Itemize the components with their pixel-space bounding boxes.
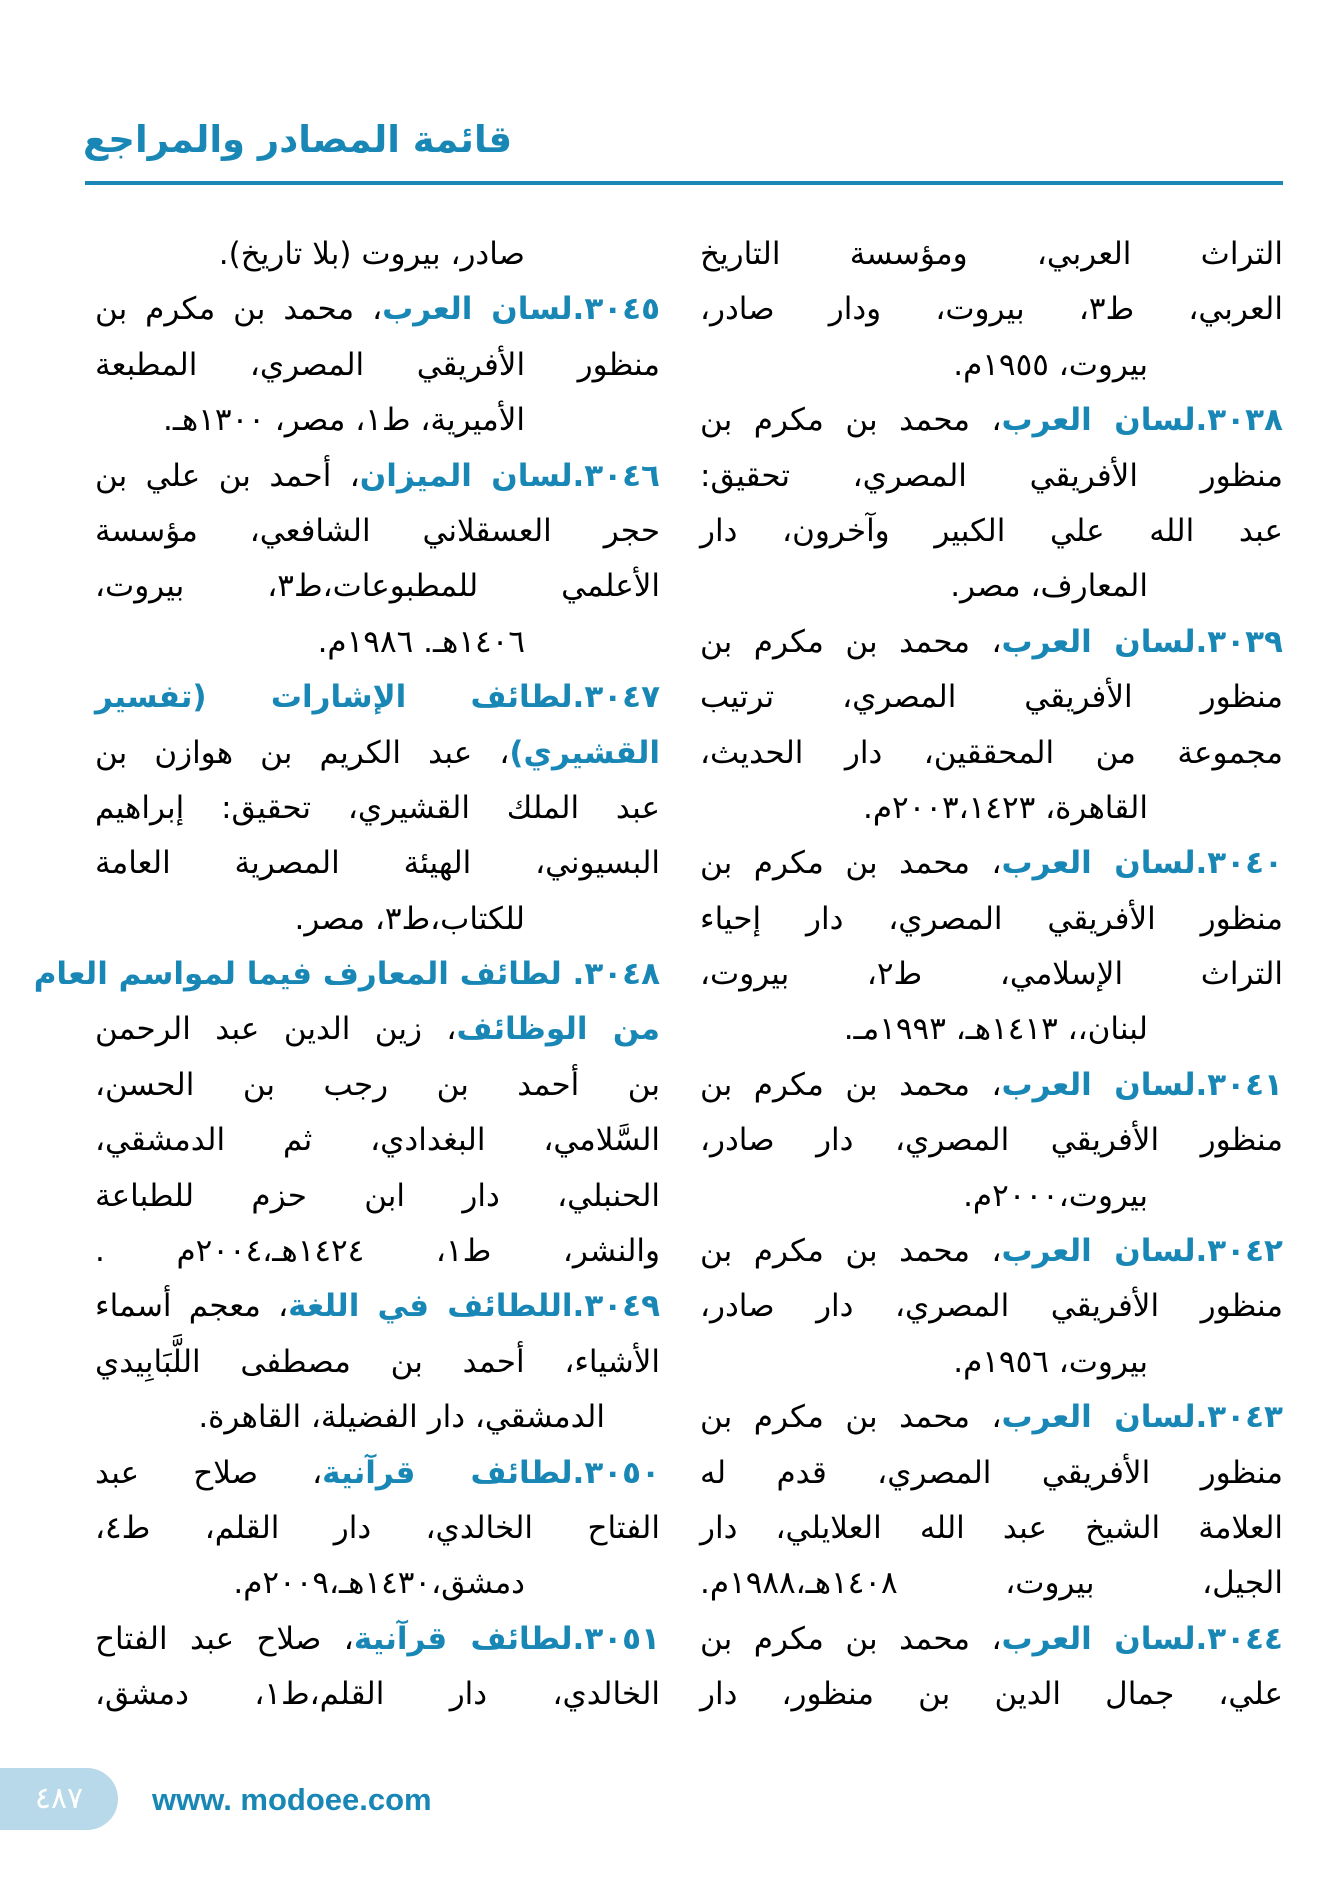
entry-text: الجيل، بيروت، ١٤٠٨هـ،١٩٨٨م. [700,1565,1283,1602]
entry-text: لبنان،، ١٤١٣هـ، ١٩٩٣مـ. [843,1011,1148,1048]
reference-line [95,1279,660,1334]
reference-line [700,338,1283,393]
entry-text: الأميرية، ط١، مصر، ١٣٠٠هـ. [162,402,525,439]
reference-line [700,781,1283,836]
reference-line [700,1501,1283,1556]
entry-text: منظور الأفريقي المصري، تحقيق: [700,457,1283,494]
entry-number-title: ٣٠٤٦.لسان الميزان [359,457,660,494]
reference-line [95,781,660,836]
entry-text: عبد الله علي الكبير وآخرون، دار [700,512,1283,549]
reference-line [95,1501,660,1556]
entry-text: منظور الأفريقي المصري، دار إحياء [700,900,1283,937]
reference-line [95,1002,660,1057]
entry-text: منظور الأفريقي المصري، المطبعة [95,346,660,383]
entry-number-title: ٣٠٣٨.لسان العرب [1001,402,1283,439]
entry-text: والنشر، ط١، ١٤٢٤هـ،٢٠٠٤م . [95,1233,660,1270]
entry-text: للكتاب،ط٣، مصر. [294,900,525,937]
reference-line [95,1446,660,1501]
reference-line [700,1556,1283,1611]
entry-text: منظور الأفريقي المصري، دار صادر، [700,1122,1283,1159]
page-number-badge [0,1768,118,1830]
entry-number-title: ٣٠٣٩.لسان العرب [1001,623,1283,660]
entry-text: البسيوني، الهيئة المصرية العامة [95,845,660,882]
entry-text: منظور الأفريقي المصري، قدم له [700,1454,1283,1491]
reference-line [95,670,660,725]
page-number: ٤٨٧ [34,1781,84,1816]
reference-line [95,1390,660,1445]
reference-line [95,282,660,337]
entry-text: ، محمد بن مكرم بن [700,402,1002,439]
reference-line [95,1058,660,1113]
entry-text: بيروت، ١٩٥٥م. [953,346,1148,383]
entry-text: بيروت، ١٩٥٦م. [953,1343,1148,1380]
entry-number-title: من الوظائف [456,1011,660,1048]
reference-line [700,1446,1283,1501]
reference-line [700,1667,1283,1722]
entry-text: علي، جمال الدين بن منظور، دار [700,1676,1283,1713]
entry-text: ، عبد الكريم بن هوازن بن [95,734,510,771]
entry-text: ، محمد بن مكرم بن [700,845,1002,882]
entry-number-title: ٣٠٤٥.لسان العرب [382,291,660,328]
reference-line [700,1058,1283,1113]
page-title: قائمة المصادر والمراجع [83,118,513,161]
entry-text: ، معجم أسماء [95,1288,289,1325]
reference-line [700,1390,1283,1445]
reference-line [95,449,660,504]
reference-line [95,227,660,282]
entry-text: صادر، بيروت (بلا تاريخ). [218,236,525,272]
entry-text: الحنبلي، دار ابن حزم للطباعة [95,1177,660,1214]
entry-number-title: ٣٠٤٨. لطائف المعارف فيما لمواسم العام [33,956,660,993]
entry-text: التراث الإسلامي، ط٢، بيروت، [700,956,1284,993]
reference-line [700,1113,1283,1168]
reference-line [95,1612,660,1667]
entry-text: القاهرة، ٢٠٠٣،١٤٢٣م. [862,789,1148,826]
reference-line [700,504,1283,559]
reference-line [95,1224,660,1279]
entry-text: ، محمد بن مكرم بن [700,1066,1002,1103]
entry-text: الأعلمي للمطبوعات،ط٣، بيروت، [95,568,660,605]
entry-number-title: القشيري) [509,734,660,771]
entry-text: مجموعة من المحققين، دار الحديث، [700,734,1283,771]
entry-text: منظور الأفريقي المصري، ترتيب [700,679,1283,716]
entry-text: منظور الأفريقي المصري، دار صادر، [700,1288,1283,1325]
reference-line [95,726,660,781]
reference-line [95,1335,660,1390]
reference-line [95,892,660,947]
reference-line [700,1169,1283,1224]
reference-line [700,836,1283,891]
entry-text: ، محمد بن مكرم بن [95,291,383,328]
entry-text: ، زين الدين عبد الرحمن [95,1011,457,1048]
reference-line [700,947,1283,1002]
entry-text: ، محمد بن مكرم بن [700,623,1002,660]
entry-text: السَّلامي، البغدادي، ثم الدمشقي، [95,1122,660,1159]
reference-line [95,615,660,670]
entry-text: ١٤٠٦هـ. ١٩٨٦م. [317,623,525,660]
reference-line [700,1224,1283,1279]
entry-text: ، صلاح عبد [95,1454,323,1491]
reference-line [700,559,1283,614]
entry-text: الخالدي، دار القلم،ط١، دمشق، [95,1676,660,1713]
entry-number-title: ٣٠٥١.لطائف قرآنية [353,1620,660,1657]
entry-text: ، أحمد بن علي بن [95,457,360,494]
entry-text: الفتاح الخالدي، دار القلم، ط٤، [95,1509,660,1546]
reference-line [95,338,660,393]
reference-line [95,1556,660,1611]
reference-line [700,670,1283,725]
reference-line [700,1335,1283,1390]
entry-text: بيروت،٢٠٠٠م. [963,1177,1148,1214]
reference-line [700,282,1283,337]
entry-number-title: ٣٠٤٤.لسان العرب [1001,1620,1283,1657]
reference-line [700,227,1283,282]
reference-line [95,504,660,559]
entry-number-title: ٣٠٤٠.لسان العرب [1001,845,1283,882]
reference-line [700,892,1283,947]
reference-line [33,947,660,1002]
website-url: www. modoee.com [152,1782,432,1817]
entry-text: عبد الملك القشيري، تحقيق: إبراهيم [95,789,660,826]
reference-line [95,1113,660,1168]
reference-line [700,1002,1283,1057]
entry-text: الأشياء، أحمد بن مصطفى اللَّبَابِيدي [95,1343,660,1380]
reference-line [95,1667,660,1722]
reference-line [95,559,660,614]
header-rule [85,181,1283,185]
references-column-right [700,227,1283,1723]
references-column-left [33,227,661,1723]
entry-text: الدمشقي، دار الفضيلة، القاهرة. [198,1399,605,1436]
entry-text: العلامة الشيخ عبد الله العلايلي، دار [700,1509,1283,1546]
reference-line [95,836,660,891]
entry-number-title: ٣٠٥٠.لطائف قرآنية [322,1454,660,1491]
reference-line [95,1169,660,1224]
entry-text: دمشق،١٤٣٠هـ،٢٠٠٩م. [233,1565,525,1602]
entry-number-title: ٣٠٤٧.لطائف الإشارات (تفسير [95,679,660,716]
entry-text: حجر العسقلاني الشافعي، مؤسسة [95,512,660,549]
reference-line [700,1279,1283,1334]
entry-text: ، محمد بن مكرم بن [700,1399,1002,1436]
entry-number-title: ٣٠٤٢.لسان العرب [1001,1233,1283,1270]
entry-text: ، صلاح عبد الفتاح [95,1620,354,1657]
reference-line [95,393,660,448]
reference-line [700,615,1283,670]
entry-number-title: ٣٠٤٩.اللطائف في اللغة [288,1288,661,1325]
entry-text: ، محمد بن مكرم بن [700,1233,1002,1270]
reference-line [700,393,1283,448]
reference-line [700,449,1283,504]
entry-text: ، محمد بن مكرم بن [700,1620,1002,1657]
entry-text: بن أحمد بن رجب بن الحسن، [95,1066,660,1103]
entry-number-title: ٣٠٤٣.لسان العرب [1001,1399,1283,1436]
reference-line [700,726,1283,781]
reference-line [700,1612,1283,1667]
entry-text: المعارف، مصر. [950,568,1148,605]
entry-number-title: ٣٠٤١.لسان العرب [1001,1066,1283,1103]
entry-text: التراث العربي، ومؤسسة التاريخ [700,236,1283,272]
entry-text: العربي، ط٣، بيروت، ودار صادر، [700,291,1283,328]
